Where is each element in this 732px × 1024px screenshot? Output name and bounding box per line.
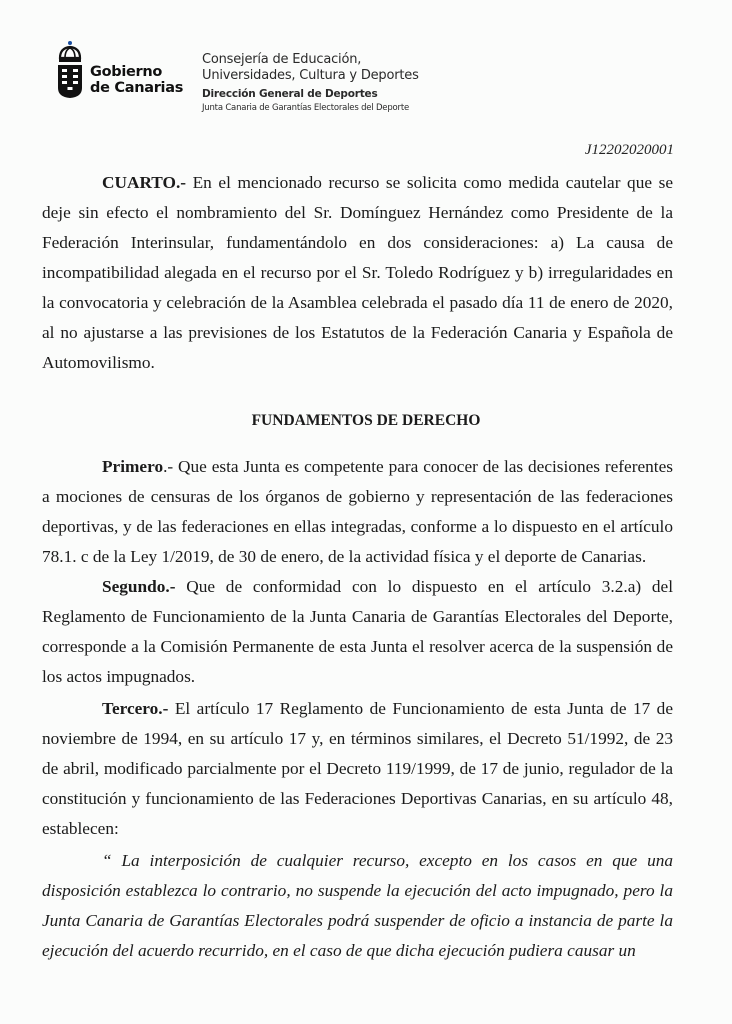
department-line2: Universidades, Cultura y Deportes bbox=[202, 68, 419, 83]
segundo-text: Que de conformidad con lo dispuesto en el artículo 3.2.a) del Reglamento de Funcionamiento de la Junta Canaria de Garantías Electorales del Deporte, corresponde a la Comisión Permanente de esta Junta el resolver acerca de la suspensión de los actos impugnados. bbox=[42, 577, 673, 686]
primero-text: .- Que esta Junta es competente para conocer de las decisiones referentes a mociones de censuras de los órganos de gobierno y representación de las federaciones deportivas, y de las federaciones en ellas integradas, conforme a lo dispuesto en el artículo 78.1. c de la Ley 1/2019, de 30 de enero, de la actividad física y el deporte de Canarias. bbox=[42, 457, 673, 566]
paragraph-primero bbox=[42, 452, 673, 572]
paragraph-tercero bbox=[42, 694, 673, 844]
department-line1: Consejería de Educación, bbox=[202, 52, 362, 67]
cuarto-text: En el mencionado recurso se solicita como medida cautelar que se deje sin efecto el nombramiento del Sr. Domínguez Hernández como Presidente de la Federación Interinsular, fundamentándolo en dos consideraciones: a) La causa de incompatibilidad alegada en el recurso por el Sr. Toledo Rodríguez y b) irregularidades en la convocatoria y celebración de la Asamblea celebrada el pasado día 11 de enero de 2020, al no ajustarse a las previsiones de los Estatutos de la Federación Canaria y Española de Automovilismo. bbox=[42, 173, 673, 372]
logo-line2: de Canarias bbox=[90, 80, 184, 96]
segundo-label: Segundo.- bbox=[102, 577, 176, 596]
tercero-text: El artículo 17 Reglamento de Funcionamiento de esta Junta de 17 de noviembre de 1994, en su artículo 17 y, en términos similares, el Decreto 51/1992, de 23 de abril, modificado parcialmente por el Decreto 119/1999, de 17 de junio, regulador de la constitución y funcionamiento de las Federaciones Deportivas Canarias, en su artículo 48, establecen: bbox=[42, 699, 673, 838]
section-heading: FUNDAMENTOS DE DERECHO bbox=[251, 412, 481, 429]
document-reference: J12202020001 bbox=[584, 142, 674, 158]
quote-text: “ La interposición de cualquier recurso, excepto en los casos en que una disposición establezca lo contrario, no suspende la ejecución del acto impugnado, pero la Junta Canaria de Garantías Electorales podrá suspender de oficio a instancia de parte la ejecución del acuerdo recurrido, en el caso de que dicha ejecución pudiera causar un bbox=[42, 851, 673, 960]
department-info bbox=[202, 52, 419, 115]
logo-line1: Gobierno bbox=[90, 64, 163, 80]
direction-name: Dirección General de Deportes bbox=[202, 88, 378, 100]
letterhead bbox=[52, 40, 692, 120]
coat-of-arms-icon bbox=[54, 40, 86, 100]
primero-label: Primero bbox=[102, 457, 164, 476]
paragraph-cuarto bbox=[42, 168, 673, 378]
logo-wordmark bbox=[90, 64, 183, 96]
cuarto-label: CUARTO.- bbox=[102, 173, 187, 192]
quoted-regulation bbox=[42, 846, 673, 966]
paragraph-segundo bbox=[42, 572, 673, 692]
tercero-label: Tercero.- bbox=[102, 699, 169, 718]
junta-name: Junta Canaria de Garantías Electorales del Deporte bbox=[202, 103, 409, 113]
